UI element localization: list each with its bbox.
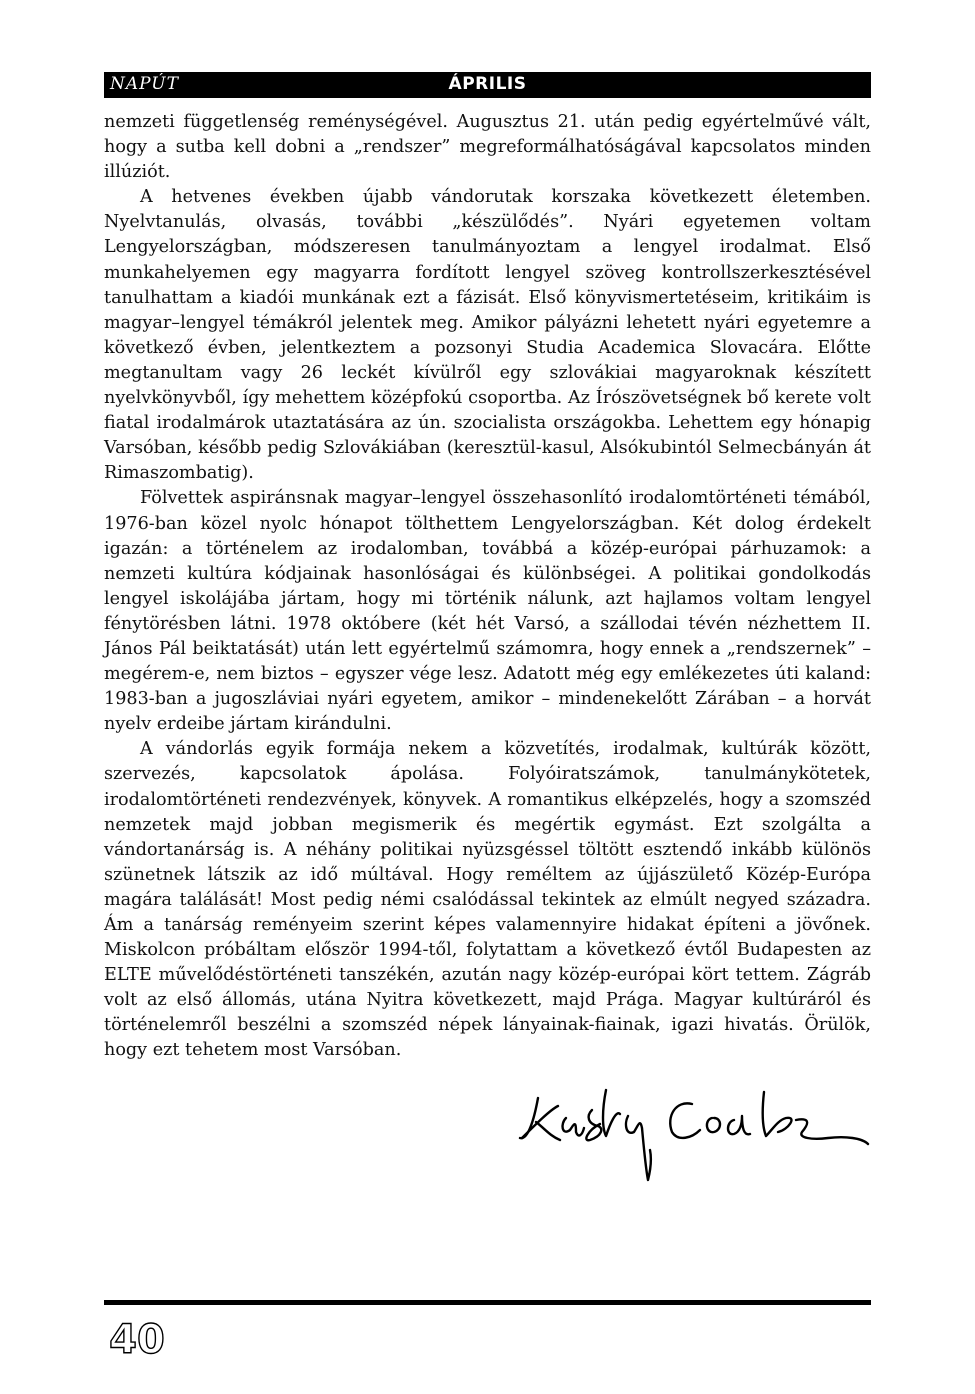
section-title: ÁPRILIS bbox=[448, 74, 527, 94]
article-body bbox=[104, 110, 871, 1064]
svg-text:40: 40 bbox=[109, 1318, 165, 1360]
paragraph: Fölvettek aspiránsnak magyar–lengyel összehasonlító irodalomtörténeti témából, 1976-ban közel nyolc hónapot tölthettem Lengyelországban. Két dolog érdekelt igazán: a történelem az irodalomban, továbbá a közép-európai párhuzamok: a nemzeti kultúra kódjainak hasonlóságai és különbségei. A politikai gondolkodás lengyel iskolájába jártam, hogy mi történik nálunk, azt hajlamos voltam lengyel fénytörésben látni. 1978 októbere (két hét Varsó, a szállodai tévén nézhettem II. János Pál beiktatását) után lett egyértelmű számomra, hogy ennek a „rendszernek” – megérem-e, nem biztos – egyszer vége lesz. Adatott még egy emlékezetes úti kaland: 1983-ban a jugoszláviai nyári egyetem, amikor – mindenekelőtt Zárában – a horvát nyelv erdeibe jártam kirándulni. bbox=[104, 488, 871, 735]
paragraph: nemzeti függetlenség reménységével. Augusztus 21. után pedig egyértelművé vált, hogy a sutba kell dobni a „rendszer” megreformálhatóságával kapcsolatos minden illúziót. bbox=[104, 112, 871, 183]
author-signature bbox=[516, 1080, 872, 1190]
paragraph: A vándorlás egyik formája nekem a közvetítés, irodalmak, kultúrák között, szervezés, kapcsolatok ápolása. Folyóiratszámok, tanulmánykötetek, irodalomtörténeti rendezvények, könyvek. A romantikus elképzelés, hogy a szomszéd nemzetek majd jobban megismerik és megértik egymást. Ezt szolgálta a vándortanárság is. A néhány politikai nyüzsgéssel töltött esztendő inkább különös szünetnek látszik az idő múltával. Hogy reméltem az újjászülető Közép-Európa magára találását! Most pedig némi csalódással tekintek az elmúlt negyed századra. Ám a tanárság reményeim szerint képes valamennyire hidakat építeni a jövőnek. Miskolcon próbáltam először 1994-től, folytattam a következő évtől Budapesten az ELTE művelődéstörténeti tanszékén, azután nagy közép-európai kört tettem. Zágráb volt az első állomás, utána Nyitra következett, majd Prága. Magyar kultúráról és történelemről beszélni a szomszéd népek lányainak-fiainak, igazi hivatás. Örülök, hogy ezt tehetem most Varsóban. bbox=[104, 739, 871, 1061]
running-header bbox=[104, 72, 871, 98]
paragraph: A hetvenes években újabb vándorutak korszaka következett életemben. Nyelvtanulás, olvasás, további „készülődés”. Nyári egyetemen voltam Lengyelországban, módszeresen tanulmányoztam a lengyel irodalmat. Első munkahelyemen egy magyarra fordított lengyel szöveg kontrollszerkesztésével tanulhattam a kiadói munkának ezt a fázisát. Első könyvismertetéseim, kritikáim is magyar–lengyel témákról jelentek meg. Amikor pályázni lehetett nyári egyetemre a következő évben, jelentkeztem a pozsonyi Studia Academica Slovacára. Előtte megtanultam vagy 26 leckét kívülről egy szlovákiai magyaroknak készített nyelvkönyvből, így mehettem középfokú csoportba. Az Írószövetségnek bő kerete volt fiatal irodalmárok utaztatására az ún. szocialista országokba. Lehettem egy hónapig Varsóban, később pedig Szlovákiában (keresztül-kasul, Alsókubintól Selmecbányán át Rimaszombatig). bbox=[104, 187, 871, 484]
magazine-logo: NAPÚT bbox=[110, 74, 179, 94]
page-number bbox=[104, 1318, 170, 1360]
footer-rule bbox=[104, 1300, 871, 1305]
